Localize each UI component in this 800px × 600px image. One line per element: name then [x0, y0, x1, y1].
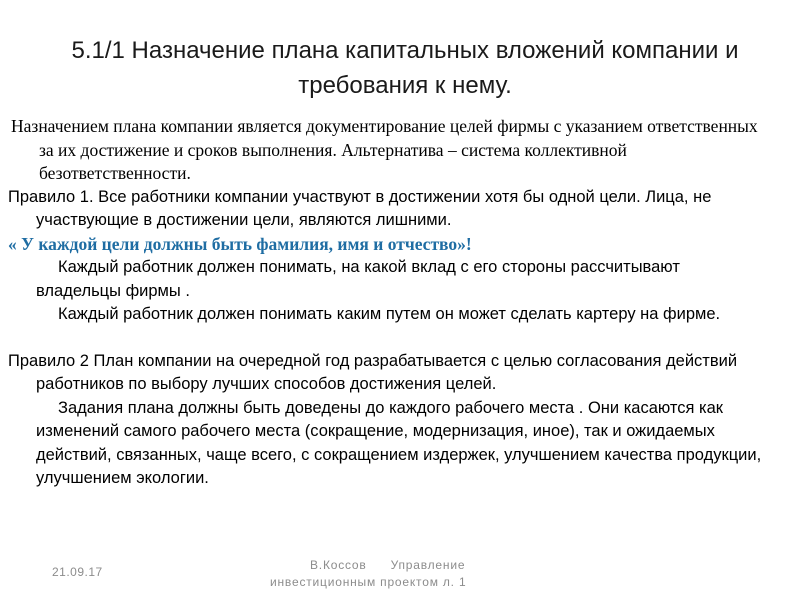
intro-paragraph: Назначением плана компании является документирование целей фирмы с указанием ответственных за их достижение и сроков выполнения. Альтернатива – система коллективной безответственности.	[11, 116, 758, 183]
career-paragraph: Каждый работник должен понимать каким путем он может сделать картеру на фирме.	[58, 305, 721, 323]
contribution-paragraph: Каждый работник должен понимать, на какой вклад с его стороны рассчитывают владельцы фирмы .	[36, 258, 680, 300]
footer-date: 21.09.17	[52, 565, 103, 579]
footer-caption	[270, 557, 520, 591]
footer-course-part1: Управление	[390, 558, 466, 572]
quote-paragraph: « У каждой цели должны быть фамилия, имя и отчество»!	[8, 233, 472, 254]
slide-title	[60, 33, 750, 103]
rule2-paragraph: Правило 2 План компании на очередной год разрабатывается с целью согласования действий работников по выбору лучших способов достижения целей.	[8, 351, 738, 393]
spacer	[8, 327, 768, 350]
slide-title-line1: 5.1/1 Назначение плана капитальных вложений компании и	[71, 37, 739, 64]
slide-title-line2: требования к нему.	[298, 72, 512, 99]
tasks-paragraph: Задания плана должны быть доведены до каждого рабочего места . Они касаются как изменений самого рабочего места (сокращение, модернизация, иное), так и ожидаемых действий, связанных, чаще всего, с сокращением издержек, улучшением качества продукции, улучшением экологии.	[36, 398, 762, 487]
rule1-paragraph: Правило 1. Все работники компании участвуют в достижении хотя бы одной цели. Лица, не участвующие в достижении цели, являются лишними.	[8, 187, 712, 229]
footer-course-part2: инвестиционным проектом л. 1	[270, 575, 467, 589]
slide-body	[8, 115, 768, 491]
footer-author: В.Коссов	[310, 558, 367, 572]
